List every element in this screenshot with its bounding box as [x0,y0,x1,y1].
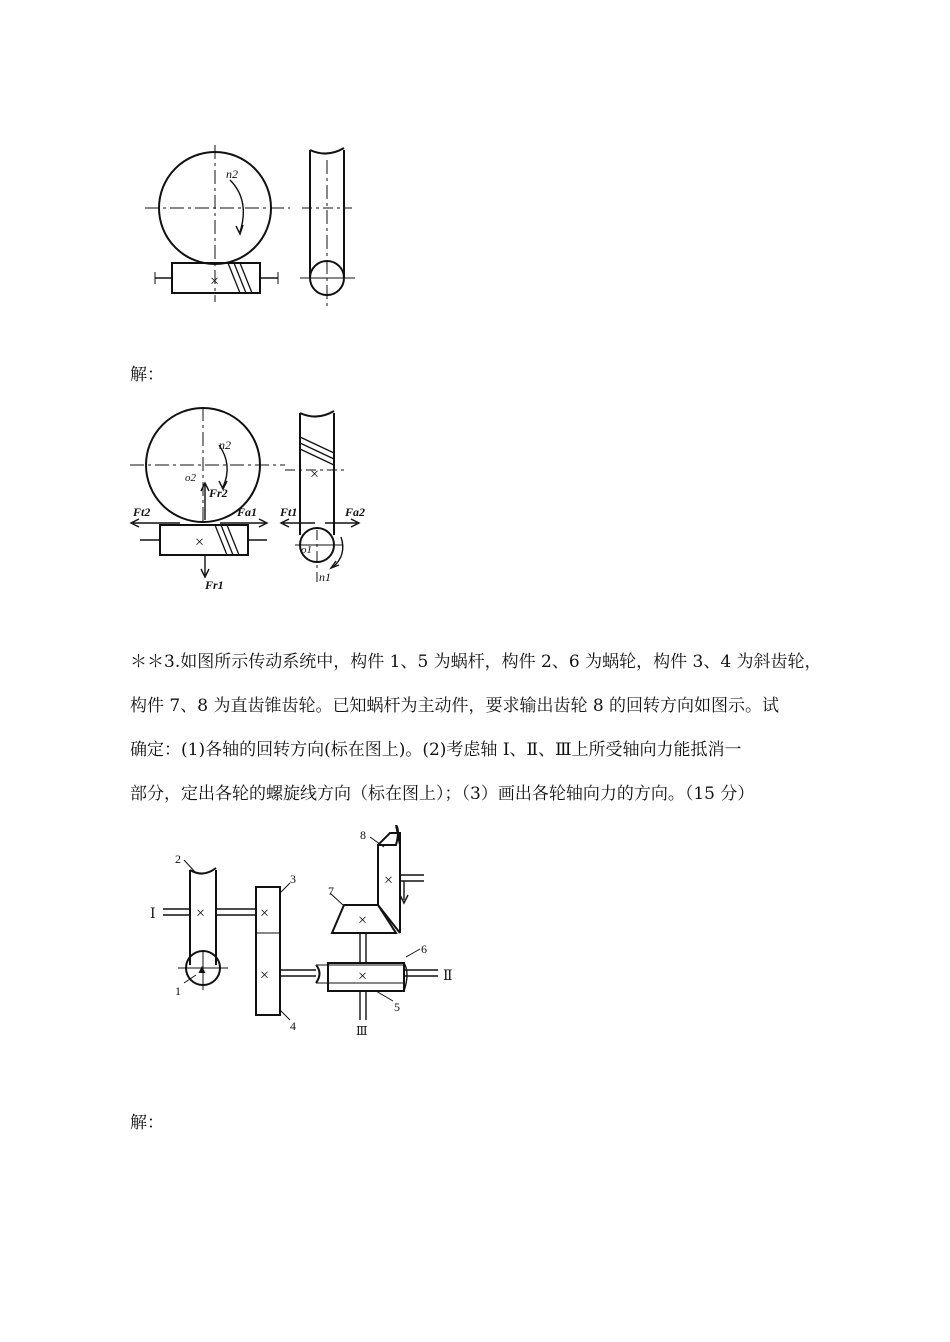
label-o1: o1 [301,544,312,556]
label-Fa2: Fa2 [345,505,366,519]
label-n2: n2 [226,167,238,181]
label-Ft2: Ft2 [133,505,151,519]
label-7: 7 [328,884,334,898]
label-shaft-I: Ⅰ [150,907,156,922]
cross-mark-icon: × [358,912,368,929]
label-n2: n2 [219,438,231,452]
solution-label-1: 解： [130,365,164,385]
label-2: 2 [175,852,181,866]
question-line: 部分，定出各轮的螺旋线方向（标在图上）；（3）画出各轮轴向力的方向。（15 分） [130,784,755,804]
cross-mark-icon: × [384,872,394,889]
rotation-arrow-n2 [230,180,243,232]
cross-mark-icon: × [358,968,368,985]
label-o2: o2 [185,472,196,484]
label-4: 4 [290,1019,296,1033]
label-6: 6 [421,942,427,956]
solution-label-2: 解： [130,1113,164,1133]
svg-text:▲: ▲ [196,962,208,976]
cross-mark-icon: × [260,905,270,922]
label-shaft-III: Ⅲ [356,1024,368,1038]
label-5: 5 [394,1000,400,1014]
cross-mark-icon: × [196,905,206,922]
figure-transmission-system [148,825,468,1040]
cross-mark-icon: × [210,273,220,290]
question-line: 构件 7、8 为直齿锥齿轮。已知蜗杆为主动件，要求输出齿轮 8 的回转方向如图示。试 [130,696,780,716]
figure-worm-drive-question [130,140,370,315]
label-n1: n1 [319,570,331,584]
label-Ft1: Ft1 [280,505,298,519]
cross-mark-icon: × [195,534,205,551]
question-line: 确定：(1)各轴的回转方向(标在图上)。(2)考虑轴 Ⅰ、Ⅱ、Ⅲ上所受轴向力能抵消一 [130,740,742,760]
label-1: 1 [175,984,181,998]
label-Fa1: Fa1 [237,505,258,519]
question-line: ＊＊3.如图所示传动系统中，构件 1、5 为蜗杆，构件 2、6 为蜗轮，构件 3、4 为斜齿轮， [130,652,822,672]
label-8: 8 [360,828,366,842]
label-Fr2: Fr2 [209,486,228,500]
label-Fr1: Fr1 [205,578,224,590]
question-3-text [130,640,830,816]
figure-worm-drive-solution [125,405,385,590]
label-shaft-II: Ⅱ [443,969,453,984]
cross-mark-icon: × [310,466,320,483]
label-3: 3 [290,872,296,886]
worm-wheel-6 [316,965,320,983]
cross-mark-icon: × [260,967,270,984]
